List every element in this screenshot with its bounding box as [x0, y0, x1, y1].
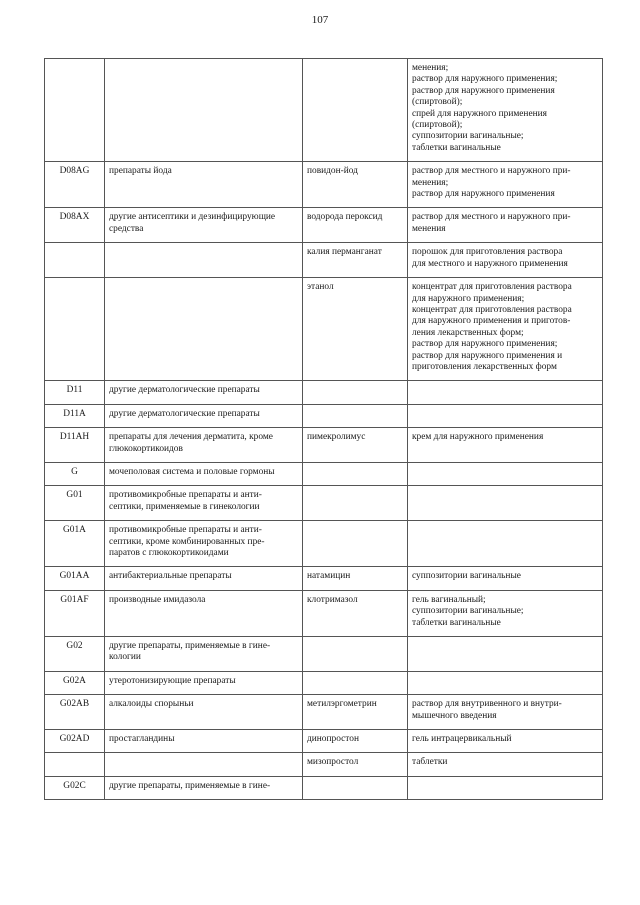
- anatomical-group-cell: [105, 753, 303, 776]
- dosage-forms-cell: [408, 404, 603, 427]
- drug-name-cell: [303, 381, 408, 404]
- table-row: [45, 671, 603, 694]
- atc-code-cell: D11AH: [45, 428, 105, 463]
- table-row: [45, 243, 603, 278]
- atc-code-cell: G01AA: [45, 567, 105, 590]
- anatomical-group-cell: [105, 278, 303, 381]
- anatomical-group-cell: алкалоиды спорыньи: [105, 695, 303, 730]
- dosage-forms-cell: раствор для местного и наружного при- менения; раствор для наружного применения: [408, 162, 603, 208]
- drug-name-cell: [303, 521, 408, 567]
- drug-name-cell: метилэргометрин: [303, 695, 408, 730]
- atc-code-cell: [45, 59, 105, 162]
- anatomical-group-cell: [105, 243, 303, 278]
- dosage-forms-cell: крем для наружного применения: [408, 428, 603, 463]
- atc-code-cell: G: [45, 462, 105, 485]
- table-row: [45, 695, 603, 730]
- drug-name-cell: натамицин: [303, 567, 408, 590]
- drug-name-cell: мизопростол: [303, 753, 408, 776]
- dosage-forms-cell: суппозитории вагинальные: [408, 567, 603, 590]
- dosage-forms-cell: раствор для местного и наружного при- менения: [408, 208, 603, 243]
- table-row: [45, 59, 603, 162]
- dosage-forms-cell: гель интрацервикальный: [408, 730, 603, 753]
- dosage-forms-cell: менения; раствор для наружного применения; раствор для наружного применения (спиртовой); спрей для наружного применения (спиртовой); суппозитории вагинальные; таблетки вагинальные: [408, 59, 603, 162]
- dosage-forms-cell: гель вагинальный; суппозитории вагинальные; таблетки вагинальные: [408, 590, 603, 636]
- dosage-forms-cell: концентрат для приготовления раствора для наружного применения; концентрат для приготовления раствора для наружного применения и приготов- ления лекарственных форм; раствор для наружного применения; раствор для наружного применения и приготовления лекарственных форм: [408, 278, 603, 381]
- table-row: [45, 567, 603, 590]
- drug-name-cell: [303, 637, 408, 672]
- dosage-forms-cell: порошок для приготовления раствора для местного и наружного применения: [408, 243, 603, 278]
- anatomical-group-cell: другие дерматологические препараты: [105, 404, 303, 427]
- atc-code-cell: D08AX: [45, 208, 105, 243]
- drug-name-cell: калия перманганат: [303, 243, 408, 278]
- anatomical-group-cell: другие антисептики и дезинфицирующие средства: [105, 208, 303, 243]
- table-row: [45, 590, 603, 636]
- anatomical-group-cell: антибактериальные препараты: [105, 567, 303, 590]
- drug-name-cell: [303, 404, 408, 427]
- atc-code-cell: G01A: [45, 521, 105, 567]
- drug-name-cell: водорода пероксид: [303, 208, 408, 243]
- drug-name-cell: [303, 462, 408, 485]
- table-row: [45, 753, 603, 776]
- drug-name-cell: [303, 486, 408, 521]
- atc-code-cell: [45, 753, 105, 776]
- dosage-forms-cell: раствор для внутривенного и внутри- мышечного введения: [408, 695, 603, 730]
- table-row: [45, 637, 603, 672]
- drug-name-cell: пимекролимус: [303, 428, 408, 463]
- drug-name-cell: [303, 59, 408, 162]
- table-row: [45, 278, 603, 381]
- dosage-forms-cell: [408, 486, 603, 521]
- anatomical-group-cell: другие препараты, применяемые в гине-: [105, 776, 303, 799]
- anatomical-group-cell: простагландины: [105, 730, 303, 753]
- drug-name-cell: [303, 776, 408, 799]
- anatomical-group-cell: производные имидазола: [105, 590, 303, 636]
- table-row: [45, 521, 603, 567]
- atc-code-cell: G02AB: [45, 695, 105, 730]
- anatomical-group-cell: противомикробные препараты и анти- септики, кроме комбинированных пре- паратов с глюкокортикоидами: [105, 521, 303, 567]
- drug-name-cell: этанол: [303, 278, 408, 381]
- atc-code-cell: G02AD: [45, 730, 105, 753]
- atc-code-cell: G01: [45, 486, 105, 521]
- anatomical-group-cell: препараты йода: [105, 162, 303, 208]
- anatomical-group-cell: другие дерматологические препараты: [105, 381, 303, 404]
- atc-code-cell: D11: [45, 381, 105, 404]
- dosage-forms-cell: [408, 776, 603, 799]
- table-row: [45, 428, 603, 463]
- atc-code-cell: D11A: [45, 404, 105, 427]
- anatomical-group-cell: мочеполовая система и половые гормоны: [105, 462, 303, 485]
- drug-name-cell: динопростон: [303, 730, 408, 753]
- anatomical-group-cell: противомикробные препараты и анти- септики, применяемые в гинекологии: [105, 486, 303, 521]
- dosage-forms-cell: [408, 637, 603, 672]
- drug-name-cell: повидон-йод: [303, 162, 408, 208]
- table-row: [45, 162, 603, 208]
- page-number: 107: [311, 14, 329, 26]
- table-row: [45, 381, 603, 404]
- table-row: [45, 462, 603, 485]
- anatomical-group-cell: другие препараты, применяемые в гине- кологии: [105, 637, 303, 672]
- table-body: [45, 59, 603, 800]
- anatomical-group-cell: утеротонизирующие препараты: [105, 671, 303, 694]
- atc-code-cell: G02: [45, 637, 105, 672]
- dosage-forms-cell: [408, 381, 603, 404]
- atc-code-cell: [45, 243, 105, 278]
- drug-name-cell: клотримазол: [303, 590, 408, 636]
- dosage-forms-cell: таблетки: [408, 753, 603, 776]
- drug-name-cell: [303, 671, 408, 694]
- atc-code-cell: [45, 278, 105, 381]
- atc-code-cell: G02C: [45, 776, 105, 799]
- anatomical-group-cell: [105, 59, 303, 162]
- atc-code-cell: G02A: [45, 671, 105, 694]
- dosage-forms-cell: [408, 671, 603, 694]
- dosage-forms-cell: [408, 462, 603, 485]
- table-row: [45, 776, 603, 799]
- dosage-forms-cell: [408, 521, 603, 567]
- table-row: [45, 208, 603, 243]
- table-row: [45, 730, 603, 753]
- table-row: [45, 404, 603, 427]
- anatomical-group-cell: препараты для лечения дерматита, кроме глюкокортикоидов: [105, 428, 303, 463]
- drug-classification-table: [44, 58, 603, 800]
- table-row: [45, 486, 603, 521]
- atc-code-cell: G01AF: [45, 590, 105, 636]
- atc-code-cell: D08AG: [45, 162, 105, 208]
